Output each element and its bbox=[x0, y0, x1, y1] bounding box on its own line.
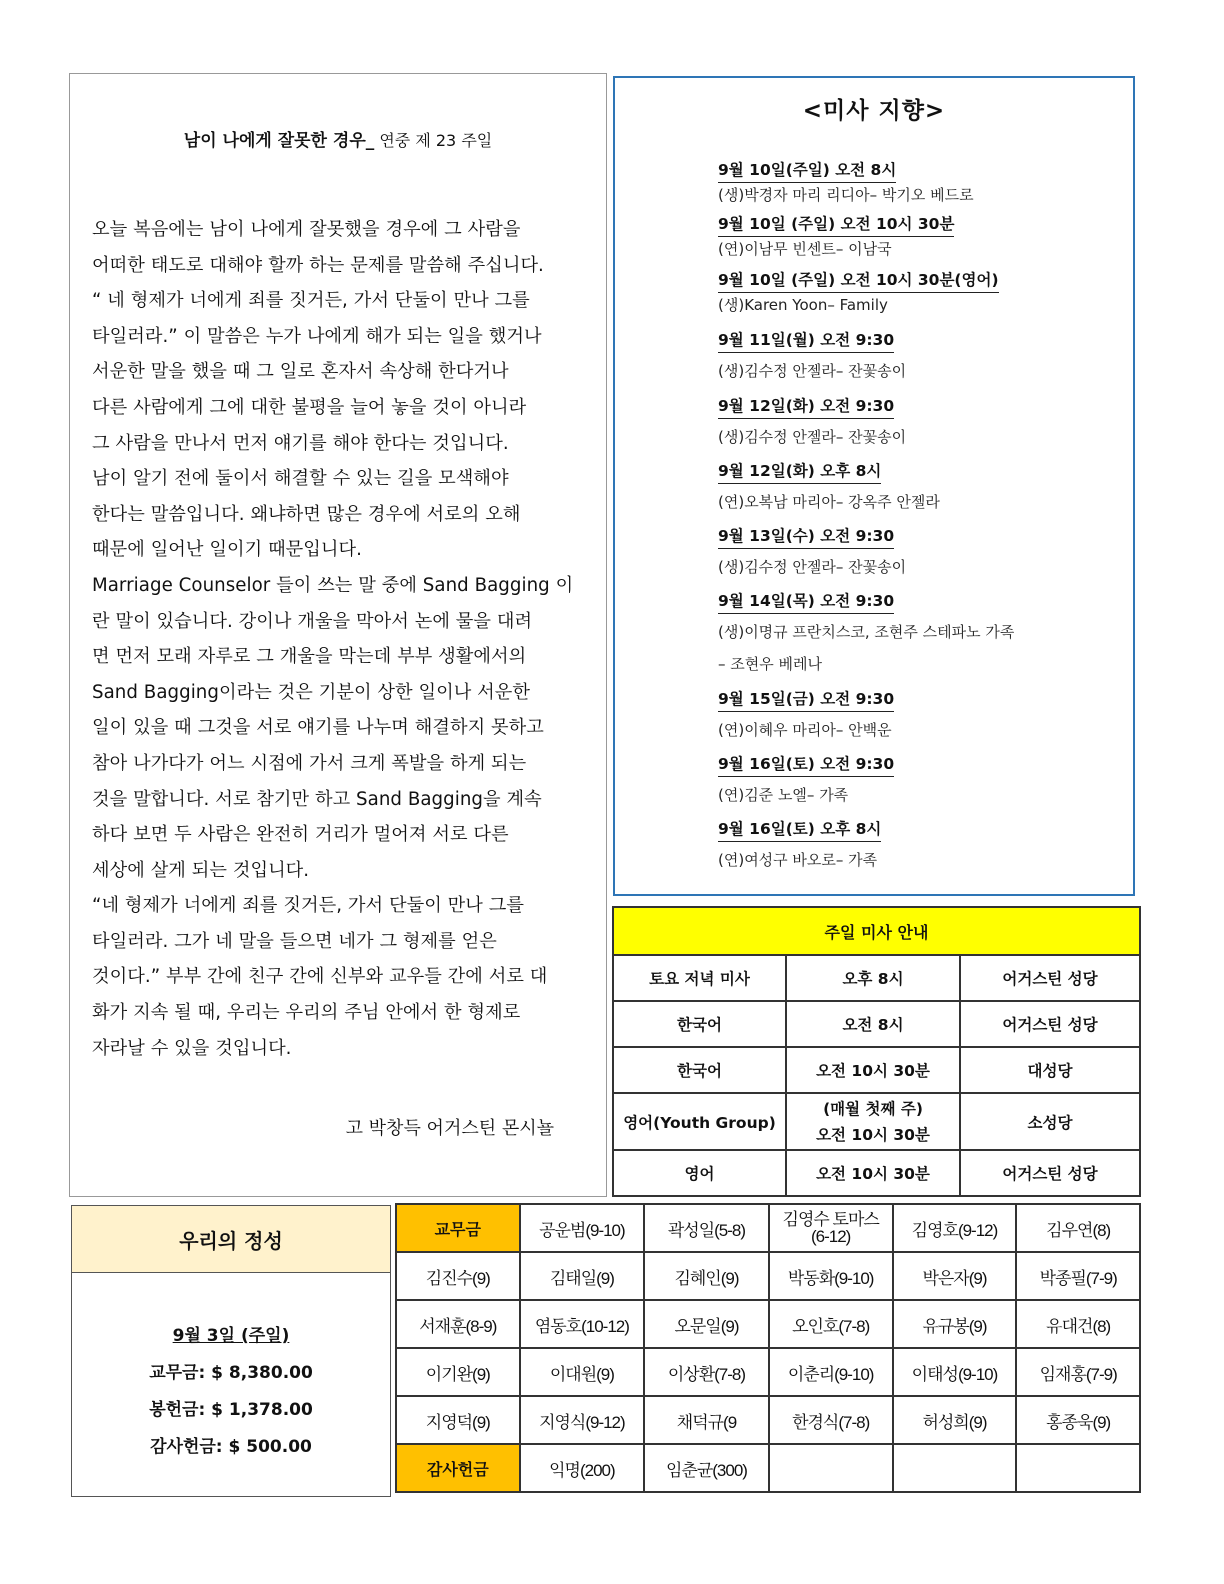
donor-row bbox=[396, 1348, 1140, 1396]
donor-cell: 한경식(7-8) bbox=[769, 1396, 893, 1444]
intention-name: (생)김수정 안젤라– 잔꽃송이 bbox=[718, 362, 907, 380]
donor-cell: 오문일(9) bbox=[644, 1300, 769, 1348]
intention-date: 9월 11일(월) 오전 9:30 bbox=[718, 328, 894, 353]
donor-cell: 익명(200) bbox=[520, 1444, 645, 1492]
mass-cell: 토요 저녁 미사 bbox=[613, 955, 786, 1001]
reflection-line: 면 먼저 모래 자루로 그 개울을 막는데 부부 생활에서의 bbox=[92, 646, 527, 668]
mass-cell: 한국어 bbox=[613, 1001, 786, 1047]
mass-cell-line: 오전 10시 30분 bbox=[816, 1125, 930, 1144]
donor-cell: 공운범(9-10) bbox=[520, 1204, 645, 1252]
reflection-title bbox=[70, 126, 606, 151]
donor-cell: 염동호(10-12) bbox=[520, 1300, 645, 1348]
reflection-signature: 고 박창득 어거스틴 몬시뇰 bbox=[345, 1118, 554, 1139]
donor-cell: 이상환(7-8) bbox=[644, 1348, 769, 1396]
intention-name: (생)Karen Yoon– Family bbox=[718, 296, 888, 314]
offering-box bbox=[71, 1205, 391, 1497]
mass-row bbox=[613, 1093, 1140, 1150]
mass-row bbox=[613, 1047, 1140, 1093]
mass-intentions-title: <미사 지향> bbox=[802, 98, 946, 124]
intention-name: (연)여성구 바오로– 가족 bbox=[718, 851, 878, 869]
donor-cell: 이대원(9) bbox=[520, 1348, 645, 1396]
donor-cell-line: (6-12) bbox=[810, 1227, 851, 1246]
reflection-title-main: 남이 나에게 잘못한 경우_ bbox=[183, 131, 375, 151]
reflection-line: Marriage Counselor 들이 쓰는 말 중에 Sand Bagging 이 bbox=[92, 574, 574, 596]
reflection-line: 일이 있을 때 그것을 서로 얘기를 나누며 해결하지 못하고 bbox=[92, 717, 544, 739]
mass-cell bbox=[786, 1093, 960, 1150]
reflection-line: 자라날 수 있을 것입니다. bbox=[92, 1037, 292, 1059]
donor-cell: 유규봉(9) bbox=[893, 1300, 1017, 1348]
donor-cell bbox=[893, 1444, 1017, 1492]
intention-date: 9월 16일(토) 오전 9:30 bbox=[718, 752, 894, 777]
mass-cell: 어거스틴 성당 bbox=[960, 955, 1140, 1001]
offering-title: 우리의 정성 bbox=[72, 1206, 390, 1273]
reflection-line: 것을 말합니다. 서로 참기만 하고 Sand Bagging을 계속 bbox=[92, 788, 542, 810]
intention-date: 9월 10일(주일) 오전 8시 bbox=[718, 158, 896, 183]
donor-cell: 이춘리(9-10) bbox=[769, 1348, 893, 1396]
intention-name: (연)오복남 마리아– 강옥주 안젤라 bbox=[718, 493, 940, 511]
donor-cell: 박동화(9-10) bbox=[769, 1252, 893, 1300]
donor-cell: 지영식(9-12) bbox=[520, 1396, 645, 1444]
mass-cell: 한국어 bbox=[613, 1047, 786, 1093]
donor-cell: 김태일(9) bbox=[520, 1252, 645, 1300]
reflection-line: 그 사람을 만나서 먼저 얘기를 해야 한다는 것입니다. bbox=[92, 432, 509, 454]
sunday-mass-title: 주일 미사 안내 bbox=[613, 907, 1140, 955]
offering-line: 교무금: $ 8,380.00 bbox=[149, 1363, 313, 1383]
intention-date: 9월 14일(목) 오전 9:30 bbox=[718, 589, 894, 614]
intention-name: (생)박경자 마리 리디아– 박기오 베드로 bbox=[718, 186, 974, 204]
mass-cell: 오전 10시 30분 bbox=[786, 1150, 960, 1196]
intention-date: 9월 12일(화) 오전 9:30 bbox=[718, 394, 894, 419]
donor-cell: 이기완(9) bbox=[396, 1348, 520, 1396]
mass-cell-line: (매월 첫째 주) bbox=[823, 1099, 923, 1118]
reflection-line: 화가 지속 될 때, 우리는 우리의 주님 안에서 한 형제로 bbox=[92, 1002, 521, 1024]
mass-cell: 어거스틴 성당 bbox=[960, 1150, 1140, 1196]
mass-cell: 오전 10시 30분 bbox=[786, 1047, 960, 1093]
donor-cell: 이태성(9-10) bbox=[893, 1348, 1017, 1396]
intention-date: 9월 10일 (주일) 오전 10시 30분(영어) bbox=[718, 268, 999, 293]
donor-cell: 곽성일(5-8) bbox=[644, 1204, 769, 1252]
donor-cell: 김우연(8) bbox=[1016, 1204, 1140, 1252]
donor-row bbox=[396, 1252, 1140, 1300]
donor-cell: 박은자(9) bbox=[893, 1252, 1017, 1300]
mass-row bbox=[613, 955, 1140, 1001]
donor-table bbox=[395, 1203, 1141, 1493]
offering-line: 감사헌금: $ 500.00 bbox=[150, 1437, 312, 1457]
reflection-line: 란 말이 있습니다. 강이나 개울을 막아서 논에 물을 대려 bbox=[92, 610, 533, 632]
mass-row bbox=[613, 1150, 1140, 1196]
donor-category-cell: 감사헌금 bbox=[396, 1444, 520, 1492]
donor-cell: 김영호(9-12) bbox=[893, 1204, 1017, 1252]
donor-cell bbox=[769, 1444, 893, 1492]
intention-name: (연)김준 노엘– 가족 bbox=[718, 786, 849, 804]
donor-cell-line: 김영수 토마스 bbox=[782, 1210, 879, 1229]
reflection-line: 타일러라.” 이 말씀은 누가 나에게 해가 되는 일을 했거나 bbox=[92, 325, 542, 347]
sunday-mass-table bbox=[612, 906, 1141, 1197]
reflection-body bbox=[92, 212, 588, 1066]
reflection-line: Sand Bagging이라는 것은 기분이 상한 일이나 서운한 bbox=[92, 681, 531, 703]
mass-row bbox=[613, 1001, 1140, 1047]
intention-name: (생)김수정 안젤라– 잔꽃송이 bbox=[718, 558, 907, 576]
donor-cell: 김진수(9) bbox=[396, 1252, 520, 1300]
reflection-box bbox=[69, 73, 607, 1197]
intention-date: 9월 15일(금) 오전 9:30 bbox=[718, 687, 894, 712]
donor-cell bbox=[769, 1204, 893, 1252]
mass-cell: 오후 8시 bbox=[786, 955, 960, 1001]
donor-category-cell: 교무금 bbox=[396, 1204, 520, 1252]
donor-cell: 채덕규(9 bbox=[644, 1396, 769, 1444]
reflection-line: “ 네 형제가 너에게 죄를 짓거든, 가서 단둘이 만나 그를 bbox=[92, 290, 530, 312]
reflection-line: 하다 보면 두 사람은 완전히 거리가 멀어져 서로 다른 bbox=[92, 824, 509, 846]
intention-name: – 조현우 베레나 bbox=[718, 655, 822, 673]
mass-cell: 영어 bbox=[613, 1150, 786, 1196]
mass-intentions-box bbox=[613, 76, 1135, 896]
donor-row bbox=[396, 1396, 1140, 1444]
reflection-line: 한다는 말씀입니다. 왜냐하면 많은 경우에 서로의 오해 bbox=[92, 503, 521, 525]
donor-cell: 유대건(8) bbox=[1016, 1300, 1140, 1348]
donor-cell: 김혜인(9) bbox=[644, 1252, 769, 1300]
reflection-subtitle: 연중 제 23 주일 bbox=[374, 131, 493, 150]
intention-date: 9월 16일(토) 오후 8시 bbox=[718, 817, 881, 842]
donor-cell: 서재훈(8-9) bbox=[396, 1300, 520, 1348]
reflection-line: 다른 사람에게 그에 대한 불평을 늘어 놓을 것이 아니라 bbox=[92, 396, 527, 418]
reflection-line: 서운한 말을 했을 때 그 일로 혼자서 속상해 한다거나 bbox=[92, 361, 509, 383]
donor-cell: 박종필(7-9) bbox=[1016, 1252, 1140, 1300]
donor-cell: 홍종욱(9) bbox=[1016, 1396, 1140, 1444]
reflection-line: 오늘 복음에는 남이 나에게 잘못했을 경우에 그 사람을 bbox=[92, 219, 521, 240]
reflection-line: “네 형제가 너에게 죄를 짓거든, 가서 단둘이 만나 그를 bbox=[92, 895, 524, 917]
intention-name: (생)이명규 프란치스코, 조현주 스테파노 가족 bbox=[718, 623, 1015, 641]
donor-row bbox=[396, 1300, 1140, 1348]
donor-cell: 지영덕(9) bbox=[396, 1396, 520, 1444]
mass-cell: 영어(Youth Group) bbox=[613, 1093, 786, 1150]
donor-row bbox=[396, 1444, 1140, 1492]
mass-cell: 오전 8시 bbox=[786, 1001, 960, 1047]
offering-date: 9월 3일 (주일) bbox=[172, 1326, 290, 1346]
intention-date: 9월 10일 (주일) 오전 10시 30분 bbox=[718, 212, 954, 237]
mass-cell: 대성당 bbox=[960, 1047, 1140, 1093]
donor-cell: 허성희(9) bbox=[893, 1396, 1017, 1444]
donor-cell: 오인호(7-8) bbox=[769, 1300, 893, 1348]
mass-cell: 소성당 bbox=[960, 1093, 1140, 1150]
donor-cell: 임춘균(300) bbox=[644, 1444, 769, 1492]
reflection-line: 참아 나가다가 어느 시점에 가서 크게 폭발을 하게 되는 bbox=[92, 752, 527, 774]
donor-cell bbox=[1016, 1444, 1140, 1492]
reflection-line: 타일러라. 그가 네 말을 들으면 네가 그 형제를 얻은 bbox=[92, 930, 497, 952]
reflection-line: 때문에 일어난 일이기 때문입니다. bbox=[92, 539, 362, 561]
intention-name: (연)이남무 빈센트– 이남국 bbox=[718, 240, 892, 258]
intention-date: 9월 12일(화) 오후 8시 bbox=[718, 459, 881, 484]
reflection-line: 것이다.” 부부 간에 친구 간에 신부와 교우들 간에 서로 대 bbox=[92, 966, 548, 988]
reflection-line: 어떠한 태도로 대해야 할까 하는 문제를 말씀해 주십니다. bbox=[92, 254, 544, 276]
intention-date: 9월 13일(수) 오전 9:30 bbox=[718, 524, 894, 549]
mass-cell: 어거스틴 성당 bbox=[960, 1001, 1140, 1047]
reflection-line: 남이 알기 전에 둘이서 해결할 수 있는 길을 모색해야 bbox=[92, 468, 509, 490]
intention-name: (연)이혜우 마리아– 안백운 bbox=[718, 721, 892, 739]
intention-name: (생)김수정 안젤라– 잔꽃송이 bbox=[718, 428, 907, 446]
reflection-line: 세상에 살게 되는 것입니다. bbox=[92, 859, 310, 881]
donor-row bbox=[396, 1204, 1140, 1252]
offering-line: 봉헌금: $ 1,378.00 bbox=[149, 1400, 313, 1420]
donor-cell: 임재홍(7-9) bbox=[1016, 1348, 1140, 1396]
